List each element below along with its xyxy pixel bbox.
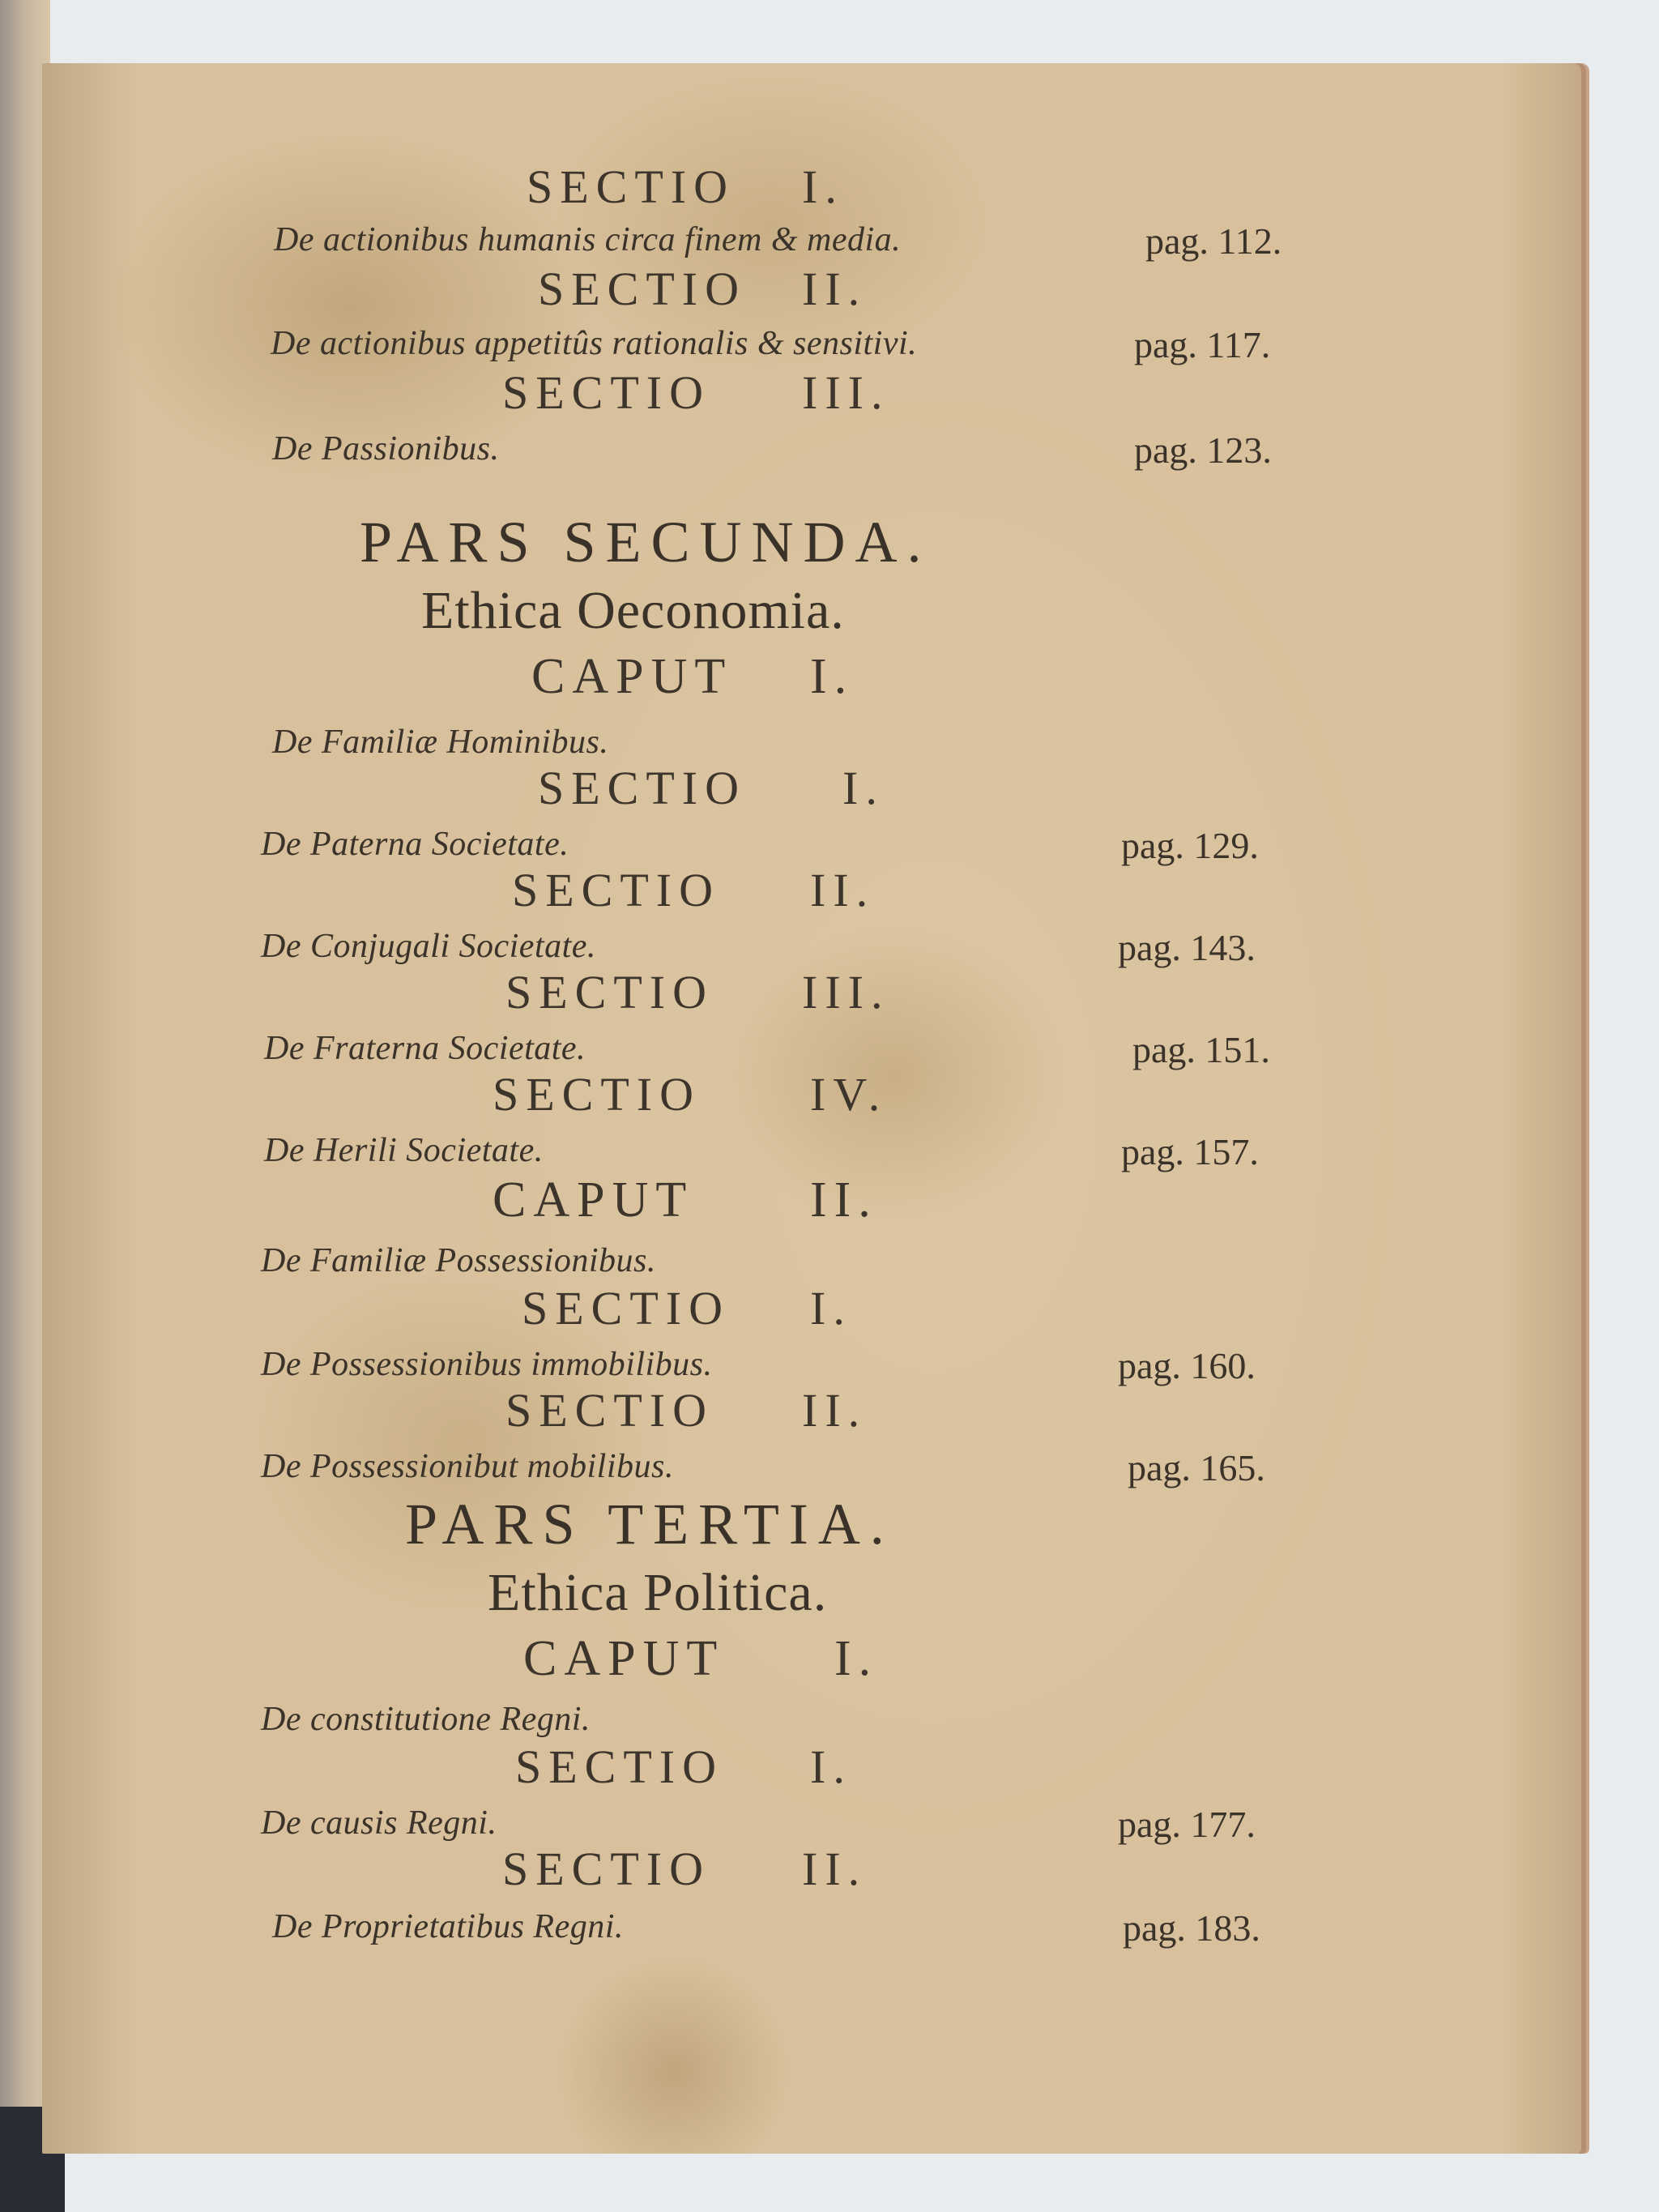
- section-label: SECTIO: [527, 160, 735, 213]
- section-label: SECTIO: [493, 1068, 701, 1121]
- section-label: SECTIO: [502, 1843, 710, 1895]
- section-number: II.: [802, 263, 868, 315]
- toc-entry-page: pag. 117.: [1134, 324, 1271, 365]
- toc-entry-title: De Proprietatibus Regni.: [272, 1908, 624, 1945]
- section-number: II.: [810, 864, 876, 916]
- toc-entry-page: pag. 129.: [1121, 825, 1259, 866]
- section-number: I.: [842, 762, 885, 814]
- chapter-title: De Familiæ Possessionibus.: [261, 1242, 656, 1279]
- toc-entry-title: De Paterna Societate.: [261, 826, 569, 863]
- chapter-label: CAPUT: [523, 1631, 725, 1686]
- part-subtitle: Ethica Politica.: [488, 1563, 828, 1622]
- toc-entry-page: pag. 112.: [1145, 220, 1282, 262]
- part-heading: PARS SECUNDA.: [360, 510, 932, 574]
- chapter-number: I.: [834, 1631, 879, 1686]
- toc-entry-page: pag. 165.: [1128, 1447, 1265, 1488]
- section-number: III.: [802, 366, 890, 419]
- part-heading: PARS TERTIA.: [405, 1492, 894, 1557]
- toc-entry-page: pag. 177.: [1118, 1804, 1256, 1845]
- section-label: SECTIO: [505, 966, 714, 1018]
- chapter-number: I.: [810, 649, 855, 704]
- section-label: SECTIO: [538, 263, 746, 315]
- toc-entry-page: pag. 143.: [1118, 927, 1256, 968]
- toc-entry-title: De Passionibus.: [272, 430, 500, 468]
- section-label: SECTIO: [512, 864, 720, 916]
- toc-entry-title: De Possessionibut mobilibus.: [261, 1448, 674, 1485]
- toc-entry-title: De Possessionibus immobilibus.: [261, 1346, 713, 1383]
- section-number: IV.: [810, 1068, 888, 1121]
- toc-entry-title: De Fraterna Societate.: [264, 1030, 586, 1067]
- part-subtitle: Ethica Oeconomia.: [421, 581, 845, 640]
- section-label: SECTIO: [502, 366, 710, 419]
- toc-entry-page: pag. 183.: [1123, 1907, 1260, 1949]
- chapter-label: CAPUT: [531, 649, 733, 704]
- section-label: SECTIO: [538, 762, 746, 814]
- chapter-label: CAPUT: [493, 1172, 694, 1228]
- toc-entry-title: De actionibus appetitûs rationalis & sensitivi.: [271, 325, 918, 362]
- section-number: I.: [802, 160, 844, 213]
- chapter-number: II.: [810, 1172, 878, 1228]
- section-label: SECTIO: [505, 1384, 714, 1437]
- toc-entry-page: pag. 151.: [1132, 1029, 1270, 1070]
- toc-entry-title: De causis Regni.: [261, 1804, 497, 1842]
- toc-entry-page: pag. 157.: [1121, 1131, 1259, 1172]
- toc-entry-title: De Conjugali Societate.: [261, 928, 596, 965]
- section-number: III.: [802, 966, 890, 1018]
- toc-entry-title: De actionibus humanis circa finem & media.: [274, 221, 902, 258]
- section-number: II.: [802, 1843, 868, 1895]
- section-number: I.: [810, 1740, 852, 1793]
- section-label: SECTIO: [522, 1282, 730, 1334]
- section-label: SECTIO: [515, 1740, 723, 1793]
- toc-entry-page: pag. 160.: [1118, 1345, 1256, 1386]
- chapter-title: De Familiæ Hominibus.: [272, 724, 609, 761]
- section-number: II.: [802, 1384, 868, 1437]
- chapter-title: De constitutione Regni.: [261, 1701, 591, 1738]
- toc-entry-title: De Herili Societate.: [264, 1132, 544, 1169]
- toc-entry-page: pag. 123.: [1134, 429, 1272, 471]
- section-number: I.: [810, 1282, 852, 1334]
